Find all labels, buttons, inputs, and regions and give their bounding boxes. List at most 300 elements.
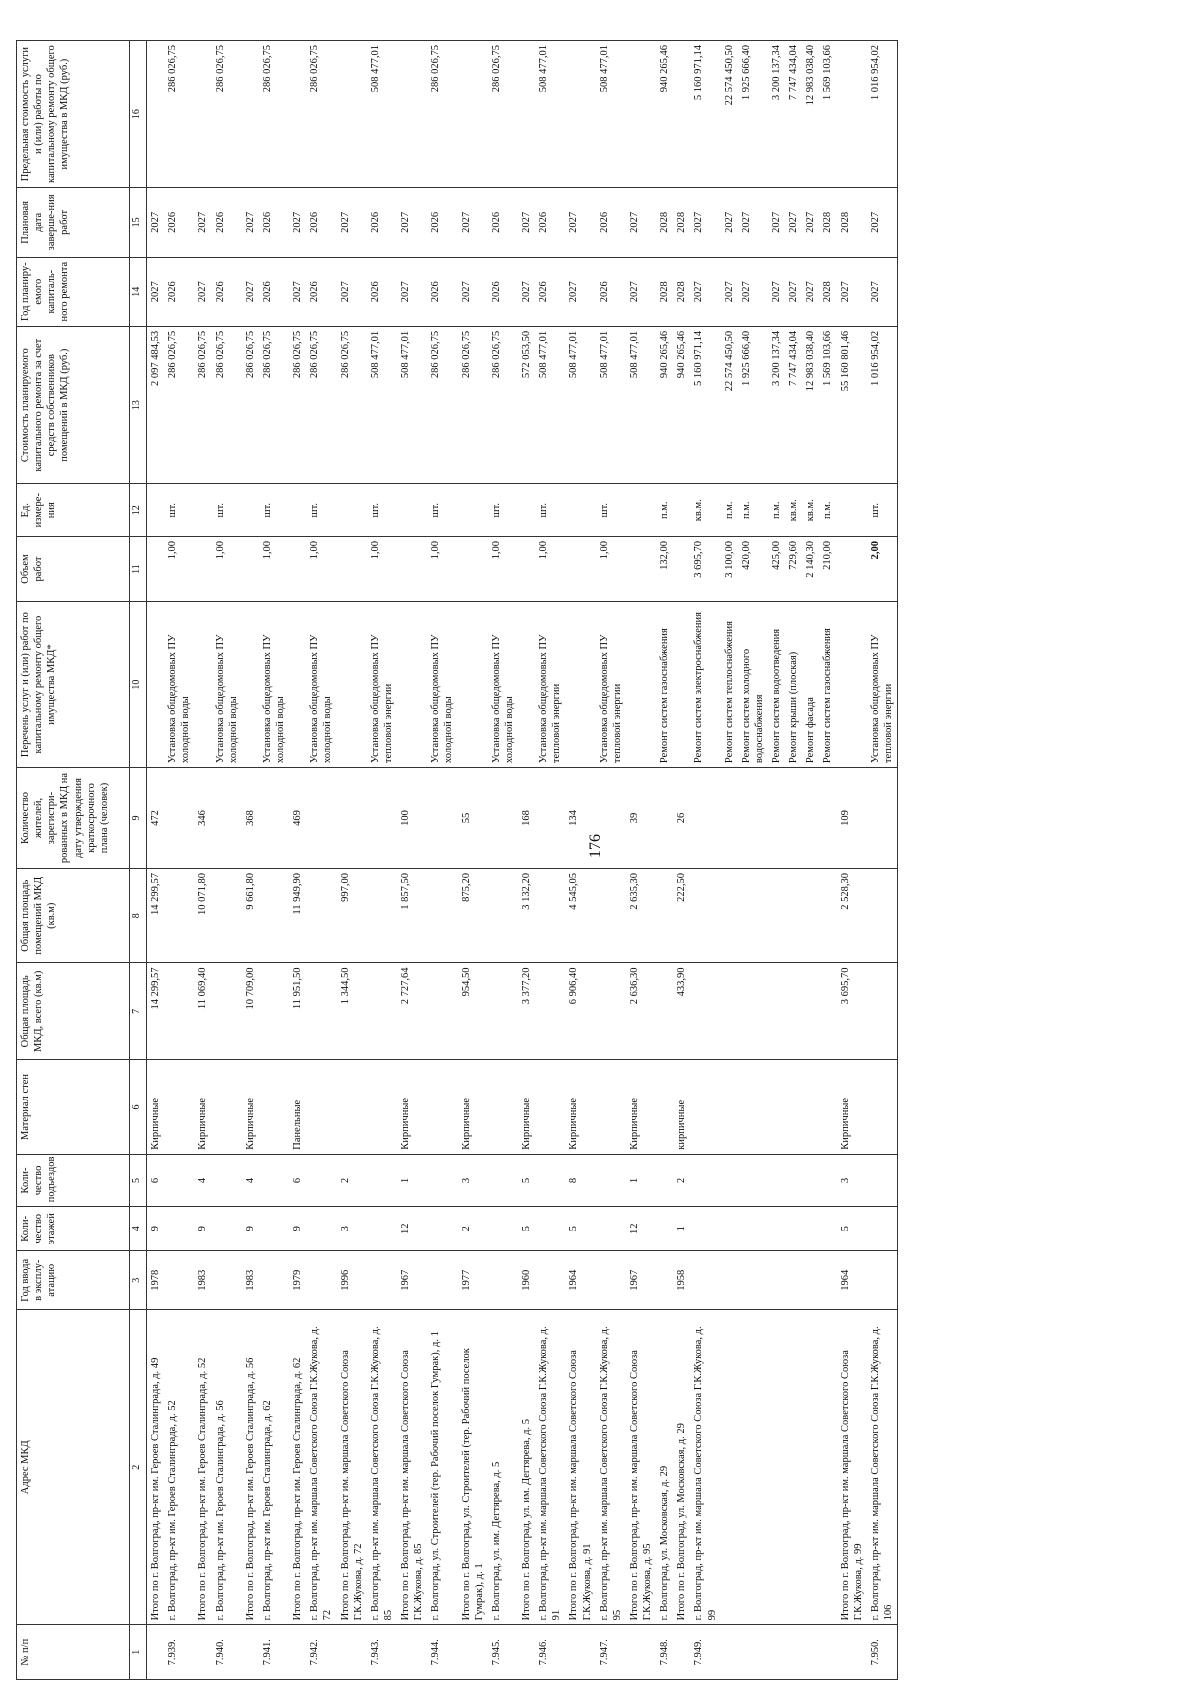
cell-planned-cost: 1 925 666,40 — [738, 326, 768, 484]
cell-floors — [738, 1207, 768, 1251]
table-row — [596, 41, 626, 1680]
cell-wall-material — [259, 1060, 289, 1155]
table-row — [535, 41, 565, 1680]
cell-residents: 368 — [242, 768, 259, 869]
cell-residents: 168 — [518, 768, 535, 869]
cell-work-volume — [518, 536, 535, 601]
cell-planned-cost: 572 053,50 — [518, 326, 535, 484]
cell-residents — [337, 768, 367, 869]
cell-residents: 109 — [837, 768, 867, 869]
cell-wall-material — [367, 1060, 397, 1155]
cell-unit: шт. — [212, 484, 242, 537]
cell-row-number — [626, 1625, 656, 1680]
cell-commission-year — [802, 1251, 819, 1310]
cell-wall-material — [738, 1060, 768, 1155]
cell-row-number — [837, 1625, 867, 1680]
cell-premises-area — [802, 868, 819, 963]
cell-address: Итого по г. Волгоград, пр-кт им. Героев Сталинграда, д. 49 — [147, 1310, 165, 1625]
cell-premises-area: 1 857,50 — [397, 868, 427, 963]
col-number: 3 — [130, 1251, 147, 1310]
cell-commission-year: 1978 — [147, 1251, 165, 1310]
cell-address: г. Волгоград, пр-кт им. Героев Сталинграда, д. 56 — [212, 1310, 242, 1625]
cell-max-cost: 508 477,01 — [535, 41, 565, 188]
cell-work-volume: 729,60 — [785, 536, 802, 601]
table-row — [147, 41, 165, 1680]
cell-planned-cost: 1 569 103,66 — [819, 326, 836, 484]
cell-completion-date: 2026 — [306, 188, 336, 257]
cell-max-cost: 286 026,75 — [488, 41, 518, 188]
cell-total-area: 3 377,20 — [518, 963, 535, 1060]
cell-planned-cost: 508 477,01 — [535, 326, 565, 484]
cell-entrances: 4 — [194, 1154, 211, 1207]
table-row — [785, 41, 802, 1680]
cell-residents — [488, 768, 518, 869]
cell-premises-area — [867, 868, 898, 963]
cell-residents: 100 — [397, 768, 427, 869]
cell-unit: шт. — [306, 484, 336, 537]
cell-premises-area — [768, 868, 785, 963]
cell-premises-area: 997,00 — [337, 868, 367, 963]
cell-max-cost: 286 026,75 — [212, 41, 242, 188]
cell-commission-year — [367, 1251, 397, 1310]
cell-planned-cost: 3 200 137,34 — [768, 326, 785, 484]
cell-commission-year — [259, 1251, 289, 1310]
cell-residents — [535, 768, 565, 869]
table-row — [164, 41, 194, 1680]
cell-planned-cost: 508 477,01 — [596, 326, 626, 484]
table-row — [673, 41, 690, 1680]
table-row — [397, 41, 427, 1680]
col-header: Коли-чество этажей — [17, 1207, 130, 1251]
cell-work-type: Ремонт систем электроснабжения — [690, 602, 720, 768]
cell-commission-year: 1983 — [194, 1251, 211, 1310]
cell-work-volume: 1,00 — [427, 536, 457, 601]
cell-repair-year: 2027 — [194, 257, 211, 326]
cell-work-type — [242, 602, 259, 768]
cell-entrances — [690, 1154, 720, 1207]
cell-entrances — [738, 1154, 768, 1207]
cell-address: г. Волгоград, пр-кт им. маршала Советского Союза Г.К.Жукова, д. 95 — [596, 1310, 626, 1625]
cell-max-cost — [147, 41, 165, 188]
cell-work-volume-bold: 2,00 — [869, 540, 881, 560]
cell-work-type — [626, 602, 656, 768]
cell-premises-area — [367, 868, 397, 963]
cell-work-type: Установка общедомовых ПУ тепловой энергии — [867, 602, 898, 768]
cell-floors: 5 — [565, 1207, 595, 1251]
cell-completion-date: 2027 — [397, 188, 427, 257]
cell-repair-year: 2027 — [397, 257, 427, 326]
cell-repair-year: 2028 — [819, 257, 836, 326]
cell-unit: п.м. — [768, 484, 785, 537]
column-number-row — [130, 41, 147, 1680]
cell-completion-date: 2027 — [147, 188, 165, 257]
cell-residents: 346 — [194, 768, 211, 869]
cell-address: Итого по г. Волгоград, пр-кт им. маршала Советского Союза Г.К.Жукова, д. 91 — [565, 1310, 595, 1625]
cell-entrances: 3 — [458, 1154, 488, 1207]
cell-work-volume: 425,00 — [768, 536, 785, 601]
cell-work-volume: 1,00 — [164, 536, 194, 601]
cell-premises-area — [427, 868, 457, 963]
col-header: Коли-чество подъездов — [17, 1154, 130, 1207]
cell-address: Итого по г. Волгоград, пр-кт им. маршала Советского Союза Г.К.Жукова, д. 85 — [397, 1310, 427, 1625]
cell-work-type: Установка общедомовых ПУ холодной воды — [259, 602, 289, 768]
cell-entrances: 4 — [242, 1154, 259, 1207]
cell-total-area: 2 727,64 — [397, 963, 427, 1060]
cell-max-cost: 22 574 450,50 — [721, 41, 738, 188]
cell-row-number: 7.945. — [488, 1625, 518, 1680]
cell-work-type: Установка общедомовых ПУ тепловой энергии — [596, 602, 626, 768]
table-row — [367, 41, 397, 1680]
cell-work-type: Ремонт систем водоотведения — [768, 602, 785, 768]
table-body — [147, 41, 898, 1680]
col-header: Перечень услуг и (или) работ по капитальному ремонту общего имущества МКД* — [17, 602, 130, 768]
table-row — [738, 41, 768, 1680]
cell-entrances: 2 — [337, 1154, 367, 1207]
cell-wall-material — [721, 1060, 738, 1155]
cell-work-volume: 2 140,30 — [802, 536, 819, 601]
cell-address — [802, 1310, 819, 1625]
cell-unit — [194, 484, 211, 537]
cell-work-volume — [289, 536, 306, 601]
cell-premises-area: 2 528,30 — [837, 868, 867, 963]
col-number: 14 — [130, 257, 147, 326]
cell-wall-material — [427, 1060, 457, 1155]
cell-address — [768, 1310, 785, 1625]
table-row — [656, 41, 673, 1680]
cell-max-cost — [337, 41, 367, 188]
cell-row-number — [194, 1625, 211, 1680]
cell-completion-date: 2027 — [242, 188, 259, 257]
cell-work-volume: 1,00 — [596, 536, 626, 601]
cell-floors: 3 — [337, 1207, 367, 1251]
cell-entrances — [259, 1154, 289, 1207]
table-row — [488, 41, 518, 1680]
cell-planned-cost: 508 477,01 — [367, 326, 397, 484]
cell-repair-year: 2027 — [738, 257, 768, 326]
cell-wall-material — [656, 1060, 673, 1155]
cell-repair-year: 2027 — [337, 257, 367, 326]
cell-premises-area — [721, 868, 738, 963]
rotated-table-container — [16, 40, 1176, 1680]
cell-completion-date: 2027 — [802, 188, 819, 257]
cell-entrances — [306, 1154, 336, 1207]
cell-floors: 12 — [626, 1207, 656, 1251]
cell-repair-year: 2027 — [690, 257, 720, 326]
cell-commission-year — [867, 1251, 898, 1310]
cell-work-type — [194, 602, 211, 768]
col-number: 13 — [130, 326, 147, 484]
cell-total-area: 1 344,50 — [337, 963, 367, 1060]
cell-work-volume — [397, 536, 427, 601]
cell-total-area — [306, 963, 336, 1060]
cell-wall-material: Кирпичные — [147, 1060, 165, 1155]
cell-total-area — [367, 963, 397, 1060]
cell-address: г. Волгоград, ул. Московская, д. 29 — [656, 1310, 673, 1625]
cell-repair-year: 2026 — [488, 257, 518, 326]
cell-address: г. Волгоград, ул. им. Дегтярева, д. 5 — [488, 1310, 518, 1625]
cell-address — [785, 1310, 802, 1625]
cell-total-area — [768, 963, 785, 1060]
cell-planned-cost: 1 016 954,02 — [867, 326, 898, 484]
cell-premises-area — [656, 868, 673, 963]
cell-planned-cost: 286 026,75 — [337, 326, 367, 484]
col-number: 7 — [130, 963, 147, 1060]
cell-commission-year — [819, 1251, 836, 1310]
cell-address: Итого по г. Волгоград, пр-кт им. Героев Сталинграда, д. 62 — [289, 1310, 306, 1625]
cell-work-type — [673, 602, 690, 768]
cell-row-number: 7.941. — [259, 1625, 289, 1680]
cell-planned-cost: 5 160 971,14 — [690, 326, 720, 484]
cell-premises-area — [535, 868, 565, 963]
page-number: 176 — [587, 834, 604, 858]
cell-address: Итого по г. Волгоград, пр-кт им. Героев Сталинграда, д. 52 — [194, 1310, 211, 1625]
cell-floors — [488, 1207, 518, 1251]
cell-entrances: 2 — [673, 1154, 690, 1207]
cell-wall-material — [596, 1060, 626, 1155]
cell-total-area — [785, 963, 802, 1060]
cell-unit: шт. — [367, 484, 397, 537]
table-row — [518, 41, 535, 1680]
cell-row-number — [673, 1625, 690, 1680]
cell-planned-cost: 7 747 434,04 — [785, 326, 802, 484]
cell-entrances — [819, 1154, 836, 1207]
cell-address: г. Волгоград, ул. Строителей (тер. Рабочий поселок Гумрак), д. 1 — [427, 1310, 457, 1625]
cell-planned-cost: 286 026,75 — [306, 326, 336, 484]
cell-unit: кв.м. — [785, 484, 802, 537]
cell-wall-material: кирпичные — [673, 1060, 690, 1155]
cell-unit — [458, 484, 488, 537]
cell-address: г. Волгоград, пр-кт им. маршала Советского Союза Г.К.Жукова, д. 91 — [535, 1310, 565, 1625]
cell-work-volume — [147, 536, 165, 601]
cell-row-number — [337, 1625, 367, 1680]
cell-residents — [259, 768, 289, 869]
col-number: 9 — [130, 768, 147, 869]
cell-completion-date: 2027 — [337, 188, 367, 257]
cell-wall-material — [867, 1060, 898, 1155]
cell-address — [819, 1310, 836, 1625]
cell-work-type: Установка общедомовых ПУ тепловой энергии — [535, 602, 565, 768]
cell-total-area: 954,50 — [458, 963, 488, 1060]
cell-work-volume: 1,00 — [259, 536, 289, 601]
cell-row-number — [721, 1625, 738, 1680]
cell-premises-area: 10 071,80 — [194, 868, 211, 963]
cell-address: Итого по г. Волгоград, пр-кт им. Героев Сталинграда, д. 56 — [242, 1310, 259, 1625]
cell-row-number — [147, 1625, 165, 1680]
cell-premises-area: 11 949,90 — [289, 868, 306, 963]
cell-completion-date: 2027 — [721, 188, 738, 257]
cell-max-cost: 940 265,46 — [656, 41, 673, 188]
cell-residents: 39 — [626, 768, 656, 869]
cell-work-volume — [194, 536, 211, 601]
cell-total-area: 2 636,30 — [626, 963, 656, 1060]
cell-floors — [656, 1207, 673, 1251]
cell-max-cost — [673, 41, 690, 188]
cell-entrances — [212, 1154, 242, 1207]
cell-planned-cost: 286 026,75 — [194, 326, 211, 484]
cell-commission-year — [768, 1251, 785, 1310]
cell-row-number: 7.939. — [164, 1625, 194, 1680]
table-row — [427, 41, 457, 1680]
cell-row-number — [802, 1625, 819, 1680]
cell-premises-area: 3 132,20 — [518, 868, 535, 963]
cell-work-volume: 210,00 — [819, 536, 836, 601]
cell-unit — [289, 484, 306, 537]
cell-premises-area — [488, 868, 518, 963]
cell-address: г. Волгоград, пр-кт им. маршала Советского Союза Г.К.Жукова, д. 99 — [690, 1310, 720, 1625]
cell-completion-date: 2026 — [212, 188, 242, 257]
table-row — [690, 41, 720, 1680]
cell-entrances — [596, 1154, 626, 1207]
cell-unit — [147, 484, 165, 537]
cell-total-area — [690, 963, 720, 1060]
cell-max-cost: 7 747 434,04 — [785, 41, 802, 188]
cell-residents — [819, 768, 836, 869]
cell-wall-material: Кирпичные — [397, 1060, 427, 1155]
cell-max-cost: 3 200 137,34 — [768, 41, 785, 188]
cell-unit — [626, 484, 656, 537]
col-header: Год ввода в эксплу-атацию — [17, 1251, 130, 1310]
cell-planned-cost: 22 574 450,50 — [721, 326, 738, 484]
cell-entrances — [427, 1154, 457, 1207]
col-number: 6 — [130, 1060, 147, 1155]
cell-unit — [242, 484, 259, 537]
cell-commission-year: 1967 — [626, 1251, 656, 1310]
cell-residents — [721, 768, 738, 869]
cell-floors — [819, 1207, 836, 1251]
cell-repair-year: 2027 — [768, 257, 785, 326]
cell-commission-year: 1960 — [518, 1251, 535, 1310]
cell-commission-year — [427, 1251, 457, 1310]
cell-max-cost: 286 026,75 — [259, 41, 289, 188]
cell-entrances: 5 — [518, 1154, 535, 1207]
cell-residents: 55 — [458, 768, 488, 869]
cell-row-number — [458, 1625, 488, 1680]
cell-unit — [673, 484, 690, 537]
cell-max-cost — [242, 41, 259, 188]
cell-residents: 26 — [673, 768, 690, 869]
cell-wall-material: Кирпичные — [837, 1060, 867, 1155]
cell-completion-date: 2027 — [768, 188, 785, 257]
cell-repair-year: 2027 — [721, 257, 738, 326]
col-number: 10 — [130, 602, 147, 768]
cell-wall-material: Кирпичные — [194, 1060, 211, 1155]
cell-completion-date: 2028 — [819, 188, 836, 257]
cell-max-cost — [565, 41, 595, 188]
cell-repair-year: 2027 — [565, 257, 595, 326]
col-header: Адрес МКД — [17, 1310, 130, 1625]
cell-premises-area — [819, 868, 836, 963]
cell-total-area — [819, 963, 836, 1060]
cell-max-cost: 5 160 971,14 — [690, 41, 720, 188]
cell-planned-cost: 940 265,46 — [673, 326, 690, 484]
table-row — [802, 41, 819, 1680]
cell-commission-year: 1979 — [289, 1251, 306, 1310]
cell-wall-material: Кирпичные — [518, 1060, 535, 1155]
cell-planned-cost: 2 097 484,53 — [147, 326, 165, 484]
cell-entrances — [867, 1154, 898, 1207]
cell-wall-material — [785, 1060, 802, 1155]
cell-commission-year — [596, 1251, 626, 1310]
cell-unit — [397, 484, 427, 537]
cell-unit: кв.м. — [802, 484, 819, 537]
cell-address — [721, 1310, 738, 1625]
cell-repair-year: 2027 — [458, 257, 488, 326]
cell-total-area — [488, 963, 518, 1060]
cell-entrances: 6 — [289, 1154, 306, 1207]
cell-planned-cost: 940 265,46 — [656, 326, 673, 484]
cell-address: Итого по г. Волгоград, ул. Строителей (тер. Рабочий поселок Гумрак), д. 1 — [458, 1310, 488, 1625]
cell-wall-material — [819, 1060, 836, 1155]
col-number: 8 — [130, 868, 147, 963]
col-header: Общая площадь МКД, всего (кв.м) — [17, 963, 130, 1060]
cell-premises-area: 4 545,05 — [565, 868, 595, 963]
col-header: Стоимость планируемого капитального ремонта за счет средств собственников помещений в МКД (руб.) — [17, 326, 130, 484]
cell-planned-cost: 286 026,75 — [289, 326, 306, 484]
header-row — [17, 41, 130, 1680]
col-number: 16 — [130, 41, 147, 188]
cell-completion-date: 2027 — [867, 188, 898, 257]
cell-repair-year: 2027 — [518, 257, 535, 326]
col-header: Ед. измере-ния — [17, 484, 130, 537]
cell-planned-cost: 508 477,01 — [626, 326, 656, 484]
col-header: Плановая дата заверше-ния работ — [17, 188, 130, 257]
cell-commission-year — [306, 1251, 336, 1310]
cell-address: г. Волгоград, пр-кт им. маршала Советского Союза Г.К.Жукова, д. 85 — [367, 1310, 397, 1625]
table-row — [768, 41, 785, 1680]
cell-work-volume — [626, 536, 656, 601]
cell-work-type: Ремонт фасада — [802, 602, 819, 768]
cell-completion-date: 2026 — [535, 188, 565, 257]
cell-commission-year — [656, 1251, 673, 1310]
cell-planned-cost: 508 477,01 — [397, 326, 427, 484]
cell-wall-material: Кирпичные — [242, 1060, 259, 1155]
cell-planned-cost: 286 026,75 — [259, 326, 289, 484]
table-row — [565, 41, 595, 1680]
cell-address: г. Волгоград, пр-кт им. маршала Советского Союза Г.К.Жукова, д. 72 — [306, 1310, 336, 1625]
cell-total-area — [721, 963, 738, 1060]
cell-repair-year: 2026 — [596, 257, 626, 326]
cell-total-area — [164, 963, 194, 1060]
cell-address: Итого по г. Волгоград, пр-кт им. маршала Советского Союза Г.К.Жукова, д. 95 — [626, 1310, 656, 1625]
cell-residents — [367, 768, 397, 869]
col-number: 1 — [130, 1625, 147, 1680]
cell-work-volume: 420,00 — [738, 536, 768, 601]
cell-work-volume: 3 100,00 — [721, 536, 738, 601]
cell-entrances: 1 — [626, 1154, 656, 1207]
cell-total-area — [212, 963, 242, 1060]
cell-work-type — [837, 602, 867, 768]
cell-max-cost — [837, 41, 867, 188]
cell-residents — [427, 768, 457, 869]
cell-row-number: 7.944. — [427, 1625, 457, 1680]
cell-premises-area: 222,50 — [673, 868, 690, 963]
cell-repair-year: 2027 — [837, 257, 867, 326]
cell-row-number: 7.948. — [656, 1625, 673, 1680]
cell-address: Итого по г. Волгоград, ул. Московская, д. 29 — [673, 1310, 690, 1625]
cell-residents — [164, 768, 194, 869]
cell-wall-material — [802, 1060, 819, 1155]
table-row — [721, 41, 738, 1680]
cell-unit: шт. — [867, 484, 898, 537]
cell-floors: 1 — [673, 1207, 690, 1251]
cell-unit — [837, 484, 867, 537]
cell-work-volume: 1,00 — [212, 536, 242, 601]
cell-planned-cost: 286 026,75 — [488, 326, 518, 484]
cell-wall-material — [164, 1060, 194, 1155]
cell-completion-date: 2027 — [738, 188, 768, 257]
cell-residents — [785, 768, 802, 869]
col-number: 2 — [130, 1310, 147, 1625]
